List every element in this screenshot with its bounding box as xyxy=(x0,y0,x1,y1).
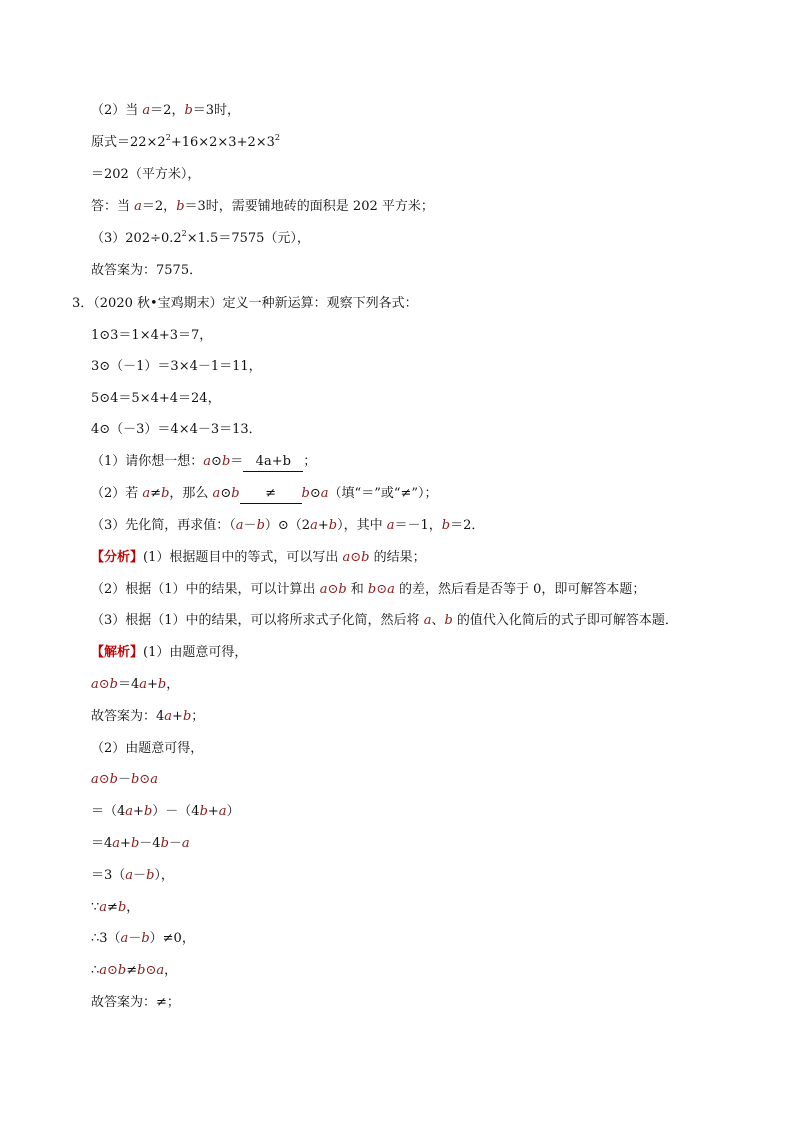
var-a: a xyxy=(212,486,221,501)
expression: b⊙a xyxy=(137,963,165,978)
solution-line-3 xyxy=(91,708,204,726)
var-b: b xyxy=(256,518,265,533)
analysis-line-3 xyxy=(91,612,678,630)
var-b: b xyxy=(117,900,127,915)
exponent: 2 xyxy=(165,133,171,142)
text: 的差，然后看是否等于 0，即可解答本题； xyxy=(394,582,646,597)
subquestion-2 xyxy=(91,485,438,504)
var-b: b xyxy=(231,486,240,501)
var-a: a xyxy=(134,199,142,214)
operator: ≠ xyxy=(107,900,118,915)
text: ∴ xyxy=(91,963,100,978)
var-b: b xyxy=(176,199,185,214)
operator: － xyxy=(133,868,147,883)
text: ， xyxy=(164,963,178,978)
text: ， xyxy=(126,900,140,915)
original-expression xyxy=(91,134,280,152)
text: （3）先化简，再求值：（ xyxy=(91,518,236,533)
answer-7575: 故答案为：7575． xyxy=(91,263,203,278)
var-b: b xyxy=(444,613,453,628)
solution-line-11 xyxy=(91,962,177,980)
text: ×1.5＝7575（元）， xyxy=(186,231,310,246)
solution-line-10 xyxy=(91,930,195,948)
var-a: a xyxy=(386,518,395,533)
text: +16×2×3+2×3 xyxy=(170,135,275,150)
text: （2）根据（1）中的结果，可以计算出 xyxy=(91,582,320,597)
var-a: a xyxy=(320,486,329,501)
answer-part2 xyxy=(91,198,434,216)
text: ＝2， xyxy=(141,199,177,214)
text: 原式＝22×2 xyxy=(91,135,166,150)
example-2: 3⊙（－1）＝3×4－1＝11， xyxy=(91,359,262,374)
solution-line-6 xyxy=(91,803,240,821)
part3-calculation xyxy=(91,230,310,248)
text: 的值代入化简后的式子即可解答本题． xyxy=(452,613,678,628)
text: ∵ xyxy=(91,900,100,915)
var-b: b xyxy=(143,804,153,819)
var-a: a xyxy=(218,804,227,819)
text: 答：当 xyxy=(91,199,135,214)
solution-line-8 xyxy=(91,867,174,885)
text: －4 xyxy=(139,836,161,851)
operator: + xyxy=(317,518,329,533)
operator: + xyxy=(207,804,219,819)
question-3-title: 3．（2020 秋•宝鸡期末）定义一种新运算：观察下列各式： xyxy=(72,296,418,311)
text: (1）根据题目中的等式，可以写出 xyxy=(143,550,343,565)
operator: ⊙ xyxy=(309,486,321,501)
text: ）， xyxy=(154,868,174,883)
var-b: b xyxy=(221,454,231,469)
example-1: 1⊙3＝1×4+3＝7， xyxy=(91,328,213,343)
var-a: a xyxy=(235,518,244,533)
operator: + xyxy=(133,804,144,819)
text: （3）根据（1）中的结果，可以将所求式子化简，然后将 xyxy=(91,613,424,628)
var-a: a xyxy=(120,931,129,946)
solution-line-4: （2）由题意可得， xyxy=(91,741,204,756)
text: ＝3时， xyxy=(192,103,241,118)
text: ）⊙（2 xyxy=(264,518,311,533)
analysis-line-1 xyxy=(91,549,426,567)
var-b: b xyxy=(199,804,208,819)
text: ∴3（ xyxy=(91,931,121,946)
text: （2）若 xyxy=(91,486,143,501)
text: （2）当 xyxy=(91,103,143,118)
text: ＝3（ xyxy=(91,868,126,883)
var-a: a xyxy=(112,836,121,851)
text: ，那么 xyxy=(169,486,213,501)
text: ＝2， xyxy=(150,103,185,118)
operator: － xyxy=(117,772,131,787)
text: ） xyxy=(226,804,240,819)
text: 的结果； xyxy=(369,550,426,565)
result-202: ＝202（平方米）， xyxy=(91,167,201,182)
var-a: a xyxy=(125,868,134,883)
text: ＝（4 xyxy=(91,804,126,819)
example-3: 5⊙4＝5×4+4＝24， xyxy=(91,391,221,406)
var-a: a xyxy=(310,518,318,533)
expression: a⊙b xyxy=(91,772,118,787)
var-a: a xyxy=(139,677,148,692)
var-a: a xyxy=(203,454,212,469)
text: （填“＝”或“≠”）； xyxy=(328,486,438,501)
answer-blank: ≠ xyxy=(240,485,302,504)
operator: ≠ xyxy=(150,486,162,501)
var-b: b xyxy=(328,518,338,533)
solution-line-1 xyxy=(91,644,247,662)
text: ＝ xyxy=(230,454,244,469)
solution-line-5 xyxy=(91,771,158,789)
text: ＝－1， xyxy=(394,518,442,533)
text: ），其中 xyxy=(337,518,387,533)
exponent: 2 xyxy=(274,133,280,142)
text: ）≠0， xyxy=(149,931,195,946)
var-b: b xyxy=(182,709,192,724)
text: ＝4 xyxy=(91,836,113,851)
var-a: a xyxy=(423,613,432,628)
text: （1）请你想一想： xyxy=(91,454,204,469)
var-a: a xyxy=(164,709,173,724)
subquestion-1 xyxy=(91,453,316,472)
expression: b⊙a xyxy=(367,582,395,597)
solution-line-12: 故答案为：≠； xyxy=(91,995,180,1010)
text: ＝3时，需要铺地砖的面积是 202 平方米； xyxy=(184,199,434,214)
expression: a⊙b xyxy=(99,963,127,978)
solution-line-2 xyxy=(91,676,179,694)
expression: a⊙b xyxy=(342,550,370,565)
var-b: b xyxy=(141,931,150,946)
expression: a⊙b xyxy=(91,677,118,692)
answer-blank: 4a+b xyxy=(243,453,303,472)
solution-line-7 xyxy=(91,835,190,853)
operator: ⊙ xyxy=(211,454,222,469)
operator: － xyxy=(168,836,182,851)
exponent: 2 xyxy=(181,229,187,238)
text: 、 xyxy=(431,613,445,628)
var-a: a xyxy=(99,900,108,915)
var-a: a xyxy=(142,486,151,501)
operator: + xyxy=(147,677,158,692)
solution-tag: 【解析】 xyxy=(91,645,144,660)
operator: － xyxy=(243,518,257,533)
var-b: b xyxy=(130,836,140,851)
var-a: a xyxy=(181,836,190,851)
text: ）－（4 xyxy=(152,804,200,819)
text: 和 xyxy=(346,582,368,597)
part2-condition xyxy=(91,102,240,120)
example-4: 4⊙（－3）＝4×4－3＝13． xyxy=(91,422,262,437)
solution-line-9 xyxy=(91,899,139,917)
var-b: b xyxy=(157,677,167,692)
operator: － xyxy=(128,931,142,946)
var-b: b xyxy=(441,518,451,533)
operator: ⊙ xyxy=(220,486,232,501)
operator: + xyxy=(120,836,131,851)
operator: ≠ xyxy=(126,963,138,978)
var-b: b xyxy=(184,103,193,118)
analysis-line-2 xyxy=(91,581,645,599)
analysis-tag: 【分析】 xyxy=(91,550,144,565)
var-a: a xyxy=(125,804,134,819)
operator: + xyxy=(172,709,183,724)
var-b: b xyxy=(301,486,310,501)
text: ； xyxy=(303,454,317,469)
var-b: b xyxy=(160,836,169,851)
text: ， xyxy=(166,677,180,692)
text: ； xyxy=(191,709,205,724)
expression: a⊙b xyxy=(319,582,347,597)
var-b: b xyxy=(161,486,170,501)
text: 故答案为：4 xyxy=(91,709,165,724)
expression: b⊙a xyxy=(130,772,158,787)
var-a: a xyxy=(142,103,151,118)
text: ＝4 xyxy=(117,677,140,692)
text: (1）由题意可得， xyxy=(143,645,248,660)
var-b: b xyxy=(146,868,155,883)
text: ＝2． xyxy=(450,518,485,533)
subquestion-3 xyxy=(91,517,484,535)
text: （3）202÷0.2 xyxy=(91,231,182,246)
